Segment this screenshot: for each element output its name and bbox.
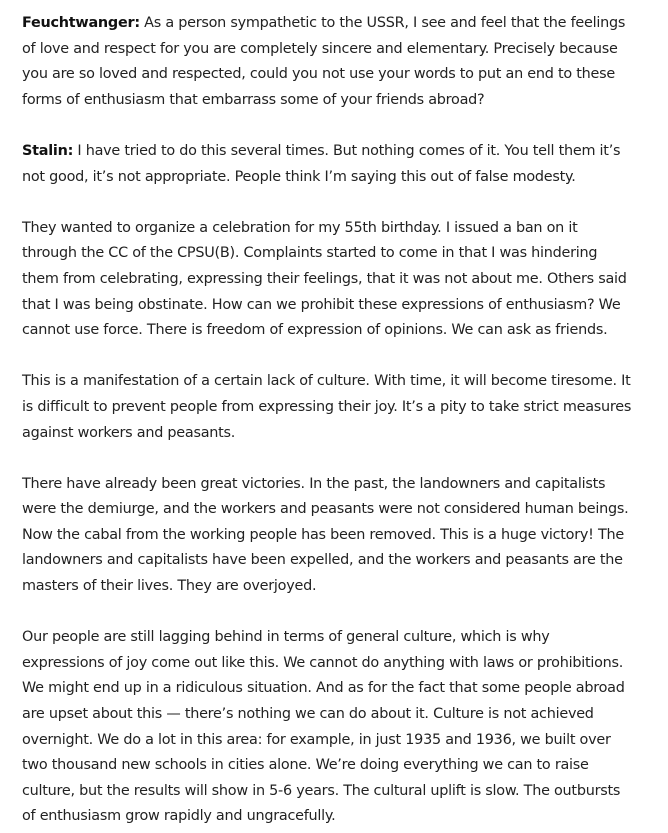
- paragraph-feuchtwanger-question: [22, 11, 632, 113]
- paragraph-text: As a person sympathetic to the USSR, I see and feel that the feelings of love and respect for you are completely sincere and elementary. Precisely because you are so loved and respected, could you not use your words to put an end to these forms of enthusiasm that embarrass some of your friends abroad?: [22, 15, 626, 108]
- paragraph-text: Our people are still lagging behind in terms of general culture, which is why expressions of joy come out like this. We cannot do anything with laws or prohibitions. We might end up in a ridiculous situation. And as for the fact that some people abroad are upset about this — there’s nothing we can do about it. Culture is not achieved overnight. We do a lot in this area: for example, in just 1935 and 1936, we built over two thousand new schools in cities alone. We’re doing everything we can to raise culture, but the results will show in 5-6 years. The cultural uplift is slow. The outbursts of enthusiasm grow rapidly and ungracefully.: [22, 629, 625, 825]
- paragraph-general-culture: [22, 625, 632, 830]
- paragraph-text: There have already been great victories. In the past, the landowners and capitalists were the demiurge, and the workers and peasants were not considered human beings. Now the cabal from the working people has been removed. This is a huge victory! The landowners and capitalists have been expelled, and the workers and peasants are the masters of their lives. They are overjoyed.: [22, 475, 629, 595]
- paragraph-victories: [22, 472, 632, 600]
- paragraph-text: I have tried to do this several times. But nothing comes of it. You tell them it’s not good, it’s not appropriate. People think I’m saying this out of false modesty.: [22, 142, 621, 185]
- article-body: [22, 0, 632, 830]
- speaker-label: Stalin:: [22, 142, 74, 159]
- paragraph-culture: [22, 369, 632, 446]
- paragraph-text: This is a manifestation of a certain lack of culture. With time, it will become tiresome. It is difficult to prevent people from expressing their joy. It’s a pity to take strict measures against workers and peasants.: [22, 373, 632, 441]
- paragraph-birthday: [22, 216, 632, 344]
- paragraph-stalin-answer: [22, 139, 632, 190]
- speaker-label: Feuchtwanger:: [22, 15, 140, 31]
- paragraph-text: They wanted to organize a celebration for my 55th birthday. I issued a ban on it through the CC of the CPSU(B). Complaints started to come in that I was hindering them from celebrating, expressing their feelings, that it was not about me. Others said that I was being obstinate. How can we prohibit these expressions of enthusiasm? We cannot use force. There is freedom of expression of opinions. We can ask as friends.: [22, 219, 627, 339]
